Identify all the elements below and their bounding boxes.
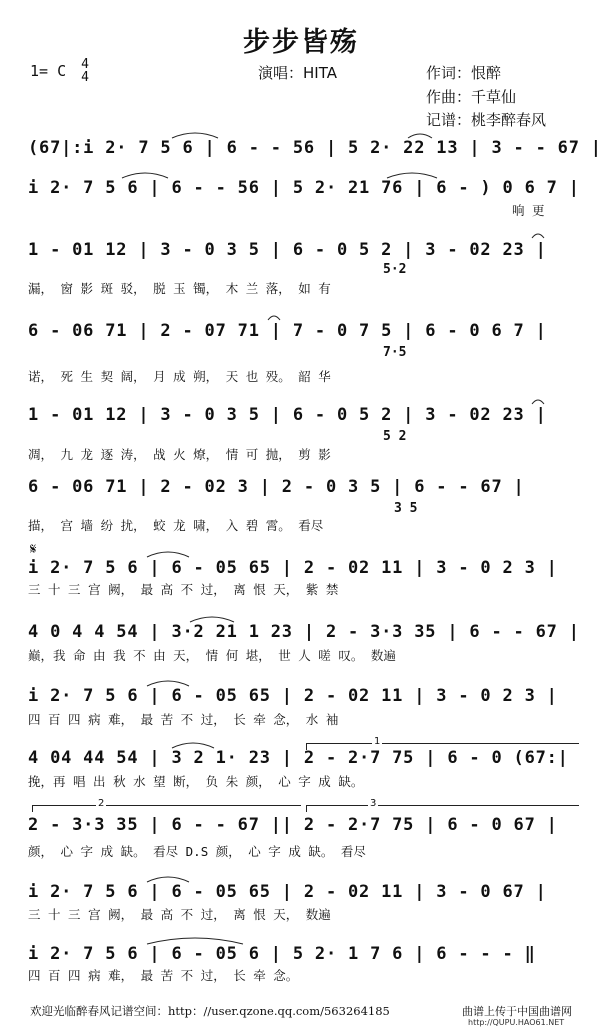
notation-row-6: 6 - 06 71 | 2 - 02 3 | 2 - 0 3 5 | 6 - - 67 | (28, 477, 525, 497)
harmony-row-4: 7·5 (383, 345, 407, 360)
lyric-row-11: 颜， 心 字 成 缺。 看尽 D.S 颜， 心 字 成 缺。 看尽 (28, 844, 366, 859)
notation-row-13: i 2· 7 5 6 | 6 - 05 6 | 5 2· 1 7 6 | 6 - - - ‖ (28, 944, 536, 964)
slur-7 (530, 394, 546, 406)
notation-row-1: (67|:i 2· 7 5 6 | 6 - - 56 | 5 2· 22 13 | 3 - - 67 | (28, 138, 602, 158)
volta-label-3: 3 (370, 798, 377, 809)
lyric-row-6: 描， 宫 墙 纷 扰， 蛟 龙 啸， 入 碧 霄。 看尽 (28, 518, 324, 533)
harmony-row-5: 5 2 (383, 429, 407, 444)
notation-row-9: i 2· 7 5 6 | 6 - 05 65 | 2 - 02 11 | 3 - 0 2 3 | (28, 686, 558, 706)
key-signature: 1= C (30, 62, 67, 80)
notation-row-7: i 2· 7 5 6 | 6 - 05 65 | 2 - 02 11 | 3 - 0 2 3 | (28, 558, 558, 578)
lyric-row-5: 凋， 九 龙 逐 涛， 战 火 燎， 情 可 抛， 剪 影 (28, 447, 331, 462)
lyric-row-9: 四 百 四 病 难， 最 苦 不 过， 长 牵 念， 水 袖 (28, 712, 339, 727)
footer-site-name: 曲谱上传于中国曲谱网 (462, 1005, 572, 1018)
composer-credit: 作曲：千草仙 (426, 88, 517, 106)
transcriber-credit: 记谱：桃李醉春风 (426, 111, 547, 129)
volta-label-2: 2 (98, 798, 105, 809)
notation-row-5: 1 - 01 12 | 3 - 0 3 5 | 6 - 0 5 2 | 3 - 02 23 | (28, 405, 547, 425)
page-title: 步步皆殇 (243, 27, 359, 58)
footer-credit: 欢迎光临醉春风记谱空间：http：//user.qzone.qq.com/563264185 (30, 1004, 390, 1018)
slur-8 (145, 547, 191, 559)
slur-9 (188, 612, 236, 624)
volta-bracket-3 (306, 805, 579, 812)
slur-13 (145, 934, 245, 946)
slur-1 (170, 128, 220, 140)
slur-6 (266, 310, 282, 322)
time-signature (78, 58, 92, 84)
harmony-row-6: 3 5 (394, 501, 418, 516)
slur-5 (530, 228, 546, 240)
segno-sign: 𝄋 (30, 540, 37, 558)
volta-label-1: 1 (374, 736, 381, 747)
lyric-row-13: 四 百 四 病 难， 最 苦 不 过， 长 牵 念。 (28, 968, 299, 983)
lyric-row-8: 巅，我 命 由 我 不 由 天， 情 何 堪， 世 人 嗟 叹。 数遍 (28, 648, 396, 663)
slur-3 (120, 168, 170, 180)
time-signature-bottom: 4 (81, 70, 89, 85)
slur-4 (385, 168, 439, 180)
notation-row-3: 1 - 01 12 | 3 - 0 3 5 | 6 - 0 5 2 | 3 - 02 23 | (28, 240, 547, 260)
lyricist-credit: 作词：恨醉 (426, 64, 502, 82)
lyric-row-4: 诺， 死 生 契 阔， 月 成 朔， 天 也 殁。 韶 华 (28, 369, 331, 384)
time-signature-top: 4 (81, 57, 89, 72)
slur-11 (170, 738, 216, 750)
slur-2 (406, 128, 434, 140)
notation-row-8: 4 0 4 4 54 | 3·2 21 1 23 | 2 - 3·3 35 | 6 - - 67 | (28, 622, 580, 642)
notation-row-10: 4 04 44 54 | 3 2 1· 23 | 2 - 2·7 75 | 6 - 0 (67:| (28, 748, 569, 768)
lyric-row-3: 漏， 窗 影 斑 驳， 脱 玉 镯， 木 兰 落， 如 有 (28, 281, 331, 296)
volta-bracket-2 (32, 805, 301, 812)
lyric-row-2: 响 更 (512, 203, 545, 218)
lyric-row-10: 挽，再 唱 出 秋 水 望 断， 负 朱 颜， 心 字 成 缺。 (28, 774, 364, 789)
footer-site-url: http://QUPU.HAO61.NET (468, 1018, 565, 1027)
notation-row-4: 6 - 06 71 | 2 - 07 71 | 7 - 0 7 5 | 6 - 0 6 7 | (28, 321, 547, 341)
lyric-row-12: 三 十 三 宫 阙， 最 高 不 过， 离 恨 天， 数遍 (28, 907, 331, 922)
notation-row-2: i 2· 7 5 6 | 6 - - 56 | 5 2· 21 76 | 6 - ) 0 6 7 | (28, 178, 580, 198)
notation-row-11: 2 - 3·3 35 | 6 - - 67 || 2 - 2·7 75 | 6 - 0 67 | (28, 815, 558, 835)
slur-10 (145, 676, 191, 688)
slur-12 (145, 872, 191, 884)
singer-credit: 演唱：HITA (258, 64, 337, 82)
notation-row-12: i 2· 7 5 6 | 6 - 05 65 | 2 - 02 11 | 3 - 0 67 | (28, 882, 547, 902)
lyric-row-7: 三 十 三 宫 阙， 最 高 不 过， 离 恨 天， 紫 禁 (28, 582, 339, 597)
harmony-row-3: 5·2 (383, 262, 407, 277)
